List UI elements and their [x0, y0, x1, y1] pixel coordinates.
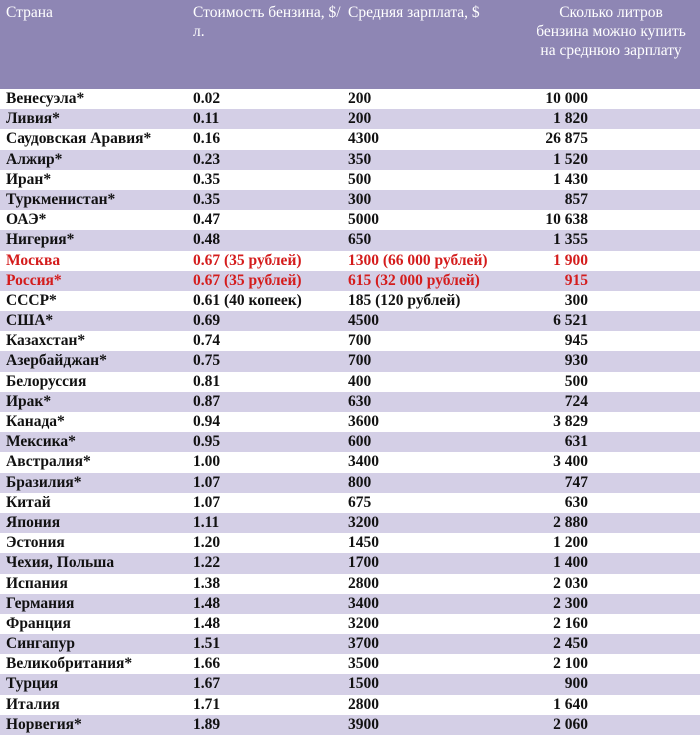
- country-cell: Испания: [0, 574, 187, 594]
- country-cell: США*: [0, 311, 187, 331]
- header-row: [0, 0, 700, 89]
- liters-cell: 630: [532, 493, 700, 513]
- country-cell: Великобритания*: [0, 654, 187, 674]
- liters-cell: 2 300: [532, 594, 700, 614]
- price-cell: 0.74: [187, 331, 342, 351]
- table-row: [0, 372, 700, 392]
- salary-cell: 700: [342, 351, 532, 371]
- salary-cell: 185 (120 рублей): [342, 291, 532, 311]
- price-cell: 0.47: [187, 210, 342, 230]
- salary-cell: 600: [342, 432, 532, 452]
- salary-cell: 1700: [342, 553, 532, 573]
- country-cell: Мексика*: [0, 432, 187, 452]
- header-price: Стоимость бензина, $/л.: [187, 0, 342, 89]
- salary-cell: 200: [342, 89, 532, 109]
- price-cell: 0.75: [187, 351, 342, 371]
- table-row: [0, 331, 700, 351]
- liters-cell: 857: [532, 190, 700, 210]
- salary-cell: 3400: [342, 452, 532, 472]
- salary-cell: 3900: [342, 715, 532, 735]
- salary-cell: 200: [342, 109, 532, 129]
- salary-cell: 700: [342, 331, 532, 351]
- liters-cell: 631: [532, 432, 700, 452]
- price-cell: 0.11: [187, 109, 342, 129]
- liters-cell: 3 400: [532, 452, 700, 472]
- country-cell: Канада*: [0, 412, 187, 432]
- price-cell: 0.16: [187, 129, 342, 149]
- table-row: [0, 271, 700, 291]
- liters-cell: 3 829: [532, 412, 700, 432]
- salary-cell: 800: [342, 473, 532, 493]
- price-cell: 1.11: [187, 513, 342, 533]
- country-cell: Казахстан*: [0, 331, 187, 351]
- price-cell: 1.71: [187, 695, 342, 715]
- liters-cell: 26 875: [532, 129, 700, 149]
- table-row: [0, 210, 700, 230]
- price-cell: 0.95: [187, 432, 342, 452]
- salary-cell: 3200: [342, 614, 532, 634]
- price-cell: 0.48: [187, 230, 342, 250]
- liters-cell: 300: [532, 291, 700, 311]
- table-body: [0, 89, 700, 735]
- salary-cell: 4500: [342, 311, 532, 331]
- liters-cell: 945: [532, 331, 700, 351]
- table-row: [0, 311, 700, 331]
- price-cell: 0.67 (35 рублей): [187, 271, 342, 291]
- table-row: [0, 412, 700, 432]
- table-row: [0, 473, 700, 493]
- price-cell: 1.51: [187, 634, 342, 654]
- table-row: [0, 654, 700, 674]
- salary-cell: 400: [342, 372, 532, 392]
- price-cell: 0.81: [187, 372, 342, 392]
- liters-cell: 2 880: [532, 513, 700, 533]
- salary-cell: 2800: [342, 695, 532, 715]
- table-row: [0, 291, 700, 311]
- salary-cell: 630: [342, 392, 532, 412]
- liters-cell: 747: [532, 473, 700, 493]
- liters-cell: 1 355: [532, 230, 700, 250]
- country-cell: Италия: [0, 695, 187, 715]
- liters-cell: 2 100: [532, 654, 700, 674]
- table-row: [0, 150, 700, 170]
- country-cell: Алжир*: [0, 150, 187, 170]
- price-cell: 1.38: [187, 574, 342, 594]
- country-cell: Эстония: [0, 533, 187, 553]
- country-cell: Москва: [0, 251, 187, 271]
- table-row: [0, 594, 700, 614]
- country-cell: Ливия*: [0, 109, 187, 129]
- country-cell: Турция: [0, 674, 187, 694]
- country-cell: Иран*: [0, 170, 187, 190]
- country-cell: Бразилия*: [0, 473, 187, 493]
- country-cell: Китай: [0, 493, 187, 513]
- country-cell: ОАЭ*: [0, 210, 187, 230]
- price-cell: 1.48: [187, 614, 342, 634]
- table-row: [0, 533, 700, 553]
- country-cell: Германия: [0, 594, 187, 614]
- table-row: [0, 614, 700, 634]
- country-cell: Австралия*: [0, 452, 187, 472]
- country-cell: Чехия, Польша: [0, 553, 187, 573]
- price-cell: 0.02: [187, 89, 342, 109]
- salary-cell: 615 (32 000 рублей): [342, 271, 532, 291]
- salary-cell: 5000: [342, 210, 532, 230]
- price-cell: 1.48: [187, 594, 342, 614]
- table-row: [0, 230, 700, 250]
- table-row: [0, 351, 700, 371]
- salary-cell: 300: [342, 190, 532, 210]
- price-cell: 1.07: [187, 473, 342, 493]
- country-cell: Туркменистан*: [0, 190, 187, 210]
- table-row: [0, 674, 700, 694]
- salary-cell: 1450: [342, 533, 532, 553]
- table-row: [0, 493, 700, 513]
- salary-cell: 675: [342, 493, 532, 513]
- salary-cell: 1300 (66 000 рублей): [342, 251, 532, 271]
- liters-cell: 1 430: [532, 170, 700, 190]
- liters-cell: 2 060: [532, 715, 700, 735]
- price-cell: 1.22: [187, 553, 342, 573]
- liters-cell: 10 000: [532, 89, 700, 109]
- liters-cell: 930: [532, 351, 700, 371]
- table-row: [0, 513, 700, 533]
- salary-cell: 1500: [342, 674, 532, 694]
- price-cell: 1.67: [187, 674, 342, 694]
- liters-cell: 915: [532, 271, 700, 291]
- table-row: [0, 634, 700, 654]
- country-cell: Россия*: [0, 271, 187, 291]
- price-cell: 1.89: [187, 715, 342, 735]
- price-cell: 0.35: [187, 190, 342, 210]
- liters-cell: 6 521: [532, 311, 700, 331]
- table-row: [0, 109, 700, 129]
- table-row: [0, 452, 700, 472]
- table-row: [0, 190, 700, 210]
- price-cell: 1.20: [187, 533, 342, 553]
- salary-cell: 650: [342, 230, 532, 250]
- price-cell: 0.61 (40 копеек): [187, 291, 342, 311]
- header-salary: Средняя зарплата, $: [342, 0, 532, 89]
- salary-cell: 3700: [342, 634, 532, 654]
- liters-cell: 1 640: [532, 695, 700, 715]
- table-row: [0, 170, 700, 190]
- price-cell: 1.00: [187, 452, 342, 472]
- table-row: [0, 251, 700, 271]
- country-cell: Саудовская Аравия*: [0, 129, 187, 149]
- table-row: [0, 715, 700, 735]
- country-cell: Сингапур: [0, 634, 187, 654]
- table-row: [0, 432, 700, 452]
- country-cell: Франция: [0, 614, 187, 634]
- price-cell: 0.23: [187, 150, 342, 170]
- header-country: Страна: [0, 0, 187, 89]
- table-row: [0, 129, 700, 149]
- liters-cell: 2 160: [532, 614, 700, 634]
- salary-cell: 3400: [342, 594, 532, 614]
- country-cell: СССР*: [0, 291, 187, 311]
- price-cell: 1.66: [187, 654, 342, 674]
- salary-cell: 3200: [342, 513, 532, 533]
- liters-cell: 2 450: [532, 634, 700, 654]
- liters-cell: 500: [532, 372, 700, 392]
- salary-cell: 500: [342, 170, 532, 190]
- salary-cell: 3600: [342, 412, 532, 432]
- country-cell: Белоруссия: [0, 372, 187, 392]
- country-cell: Венесуэла*: [0, 89, 187, 109]
- table-row: [0, 574, 700, 594]
- liters-cell: 1 400: [532, 553, 700, 573]
- price-cell: 0.35: [187, 170, 342, 190]
- price-cell: 0.87: [187, 392, 342, 412]
- country-cell: Азербайджан*: [0, 351, 187, 371]
- salary-cell: 3500: [342, 654, 532, 674]
- table-row: [0, 553, 700, 573]
- table-row: [0, 89, 700, 109]
- price-cell: 0.67 (35 рублей): [187, 251, 342, 271]
- liters-cell: 900: [532, 674, 700, 694]
- header-liters: Сколько литров бензина можно купить на среднюю зарплату: [532, 0, 700, 89]
- salary-cell: 2800: [342, 574, 532, 594]
- salary-cell: 350: [342, 150, 532, 170]
- table-row: [0, 392, 700, 412]
- liters-cell: 1 520: [532, 150, 700, 170]
- liters-cell: 2 030: [532, 574, 700, 594]
- liters-cell: 1 900: [532, 251, 700, 271]
- country-cell: Япония: [0, 513, 187, 533]
- liters-cell: 724: [532, 392, 700, 412]
- price-cell: 1.07: [187, 493, 342, 513]
- country-cell: Ирак*: [0, 392, 187, 412]
- liters-cell: 10 638: [532, 210, 700, 230]
- country-cell: Нигерия*: [0, 230, 187, 250]
- liters-cell: 1 820: [532, 109, 700, 129]
- price-cell: 0.94: [187, 412, 342, 432]
- table-row: [0, 695, 700, 715]
- liters-cell: 1 200: [532, 533, 700, 553]
- country-cell: Норвегия*: [0, 715, 187, 735]
- price-cell: 0.69: [187, 311, 342, 331]
- salary-cell: 4300: [342, 129, 532, 149]
